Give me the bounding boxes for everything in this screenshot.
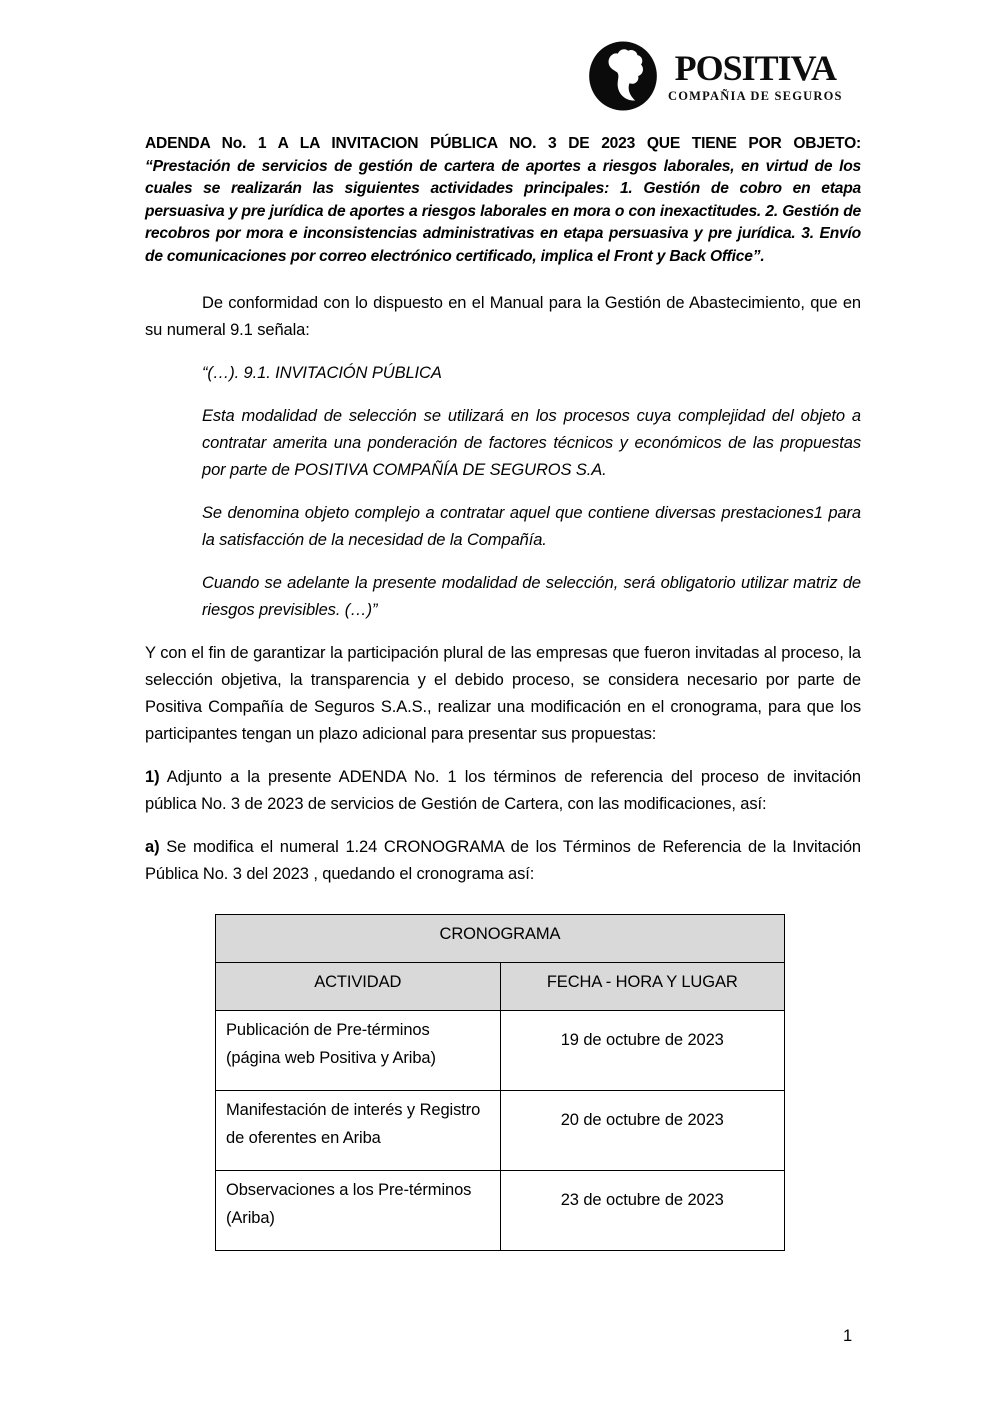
- actividad-cell: Publicación de Pre-términos (página web Positiva y Ariba): [216, 1011, 501, 1091]
- quote-heading: “(…). 9.1. INVITACIÓN PÚBLICA: [202, 364, 442, 382]
- document-title: [145, 133, 861, 268]
- table-row: [216, 1171, 785, 1251]
- item-1-text: Adjunto a la presente ADENDA No. 1 los términos de referencia del proceso de invitación pública No. 3 de 2023 de servicios de Gestión de Cartera, con las modificaciones, así:: [145, 768, 861, 813]
- positiva-globe-icon: [586, 40, 660, 112]
- brand-tagline: COMPAÑIA DE SEGUROS: [668, 89, 843, 103]
- fecha-cell: 20 de octubre de 2023: [500, 1091, 785, 1171]
- quote-paragraph-1: Esta modalidad de selección se utilizará en los procesos cuya complejidad del objeto a contratar amerita una ponderación de factores técnicos y económicos de las propuestas por parte de POSITIVA COMPAÑÍA DE SEGUROS S.A.: [202, 407, 861, 479]
- intro-paragraph: De conformidad con lo dispuesto en el Manual para la Gestión de Abastecimiento, que en su numeral 9.1 señala:: [145, 294, 861, 339]
- item-a-text: Se modifica el numeral 1.24 CRONOGRAMA de los Términos de Referencia de la Invitación Pública No. 3 del 2023 , quedando el cronograma así:: [145, 838, 862, 883]
- item-1-paragraph: [145, 764, 861, 818]
- item-a-label: a): [145, 838, 160, 856]
- document-content: [145, 133, 861, 1251]
- positiva-logo-text: [668, 40, 843, 104]
- table-row: [216, 1011, 785, 1091]
- quote-paragraph-3: Cuando se adelante la presente modalidad de selección, será obligatorio utilizar matriz de riesgos previsibles. (…)”: [202, 574, 861, 619]
- justification-paragraph: Y con el fin de garantizar la participación plural de las empresas que fueron invitadas al proceso, la selección objetiva, la transparencia y el debido proceso, se considera necesario por parte de Positiva Compañía de Seguros S.A.S., realizar una modificación en el cronograma, para que los participantes tengan un plazo adicional para presentar sus propuestas:: [145, 644, 861, 743]
- brand-name: POSITIVA: [674, 48, 837, 88]
- header-actividad: ACTIVIDAD: [216, 963, 501, 1011]
- actividad-cell: Observaciones a los Pre-términos (Ariba): [216, 1171, 501, 1251]
- fecha-cell: 23 de octubre de 2023: [500, 1171, 785, 1251]
- page-number: 1: [843, 1327, 853, 1345]
- header-fecha: FECHA - HORA Y LUGAR: [500, 963, 785, 1011]
- table-row: [216, 1091, 785, 1171]
- actividad-cell: Manifestación de interés y Registro de oferentes en Ariba: [216, 1091, 501, 1171]
- item-1-label: 1): [145, 768, 160, 786]
- title-object-quote: “Prestación de servicios de gestión de cartera de aportes a riesgos laborales, en virtud de los cuales se realizarán las siguientes actividades principales: 1. Gestión de cobro en etapa persuasiva y pre jurídica de aportes a riesgos laborales en mora o con inexactitudes. 2. Gestión de recobros por mora e inconsistencias administrativas en etapa persuasiva y pre jurídica. 3. Envío de comunicaciones por correo electrónico certificado, implica el Front y Back Office”.: [145, 157, 861, 265]
- item-a-paragraph: [145, 834, 861, 888]
- positiva-logo: [586, 40, 843, 112]
- quote-paragraph-2: Se denomina objeto complejo a contratar aquel que contiene diversas prestaciones1 para la satisfacción de la necesidad de la Compañía.: [202, 504, 861, 549]
- table-header-row: [216, 963, 785, 1011]
- title-heading: ADENDA No. 1 A LA INVITACION PÚBLICA NO. 3 DE 2023 QUE TIENE POR OBJETO:: [145, 135, 861, 152]
- cronograma-table: [215, 914, 785, 1251]
- fecha-cell: 19 de octubre de 2023: [500, 1011, 785, 1091]
- table-title: CRONOGRAMA: [216, 915, 785, 963]
- table-title-row: [216, 915, 785, 963]
